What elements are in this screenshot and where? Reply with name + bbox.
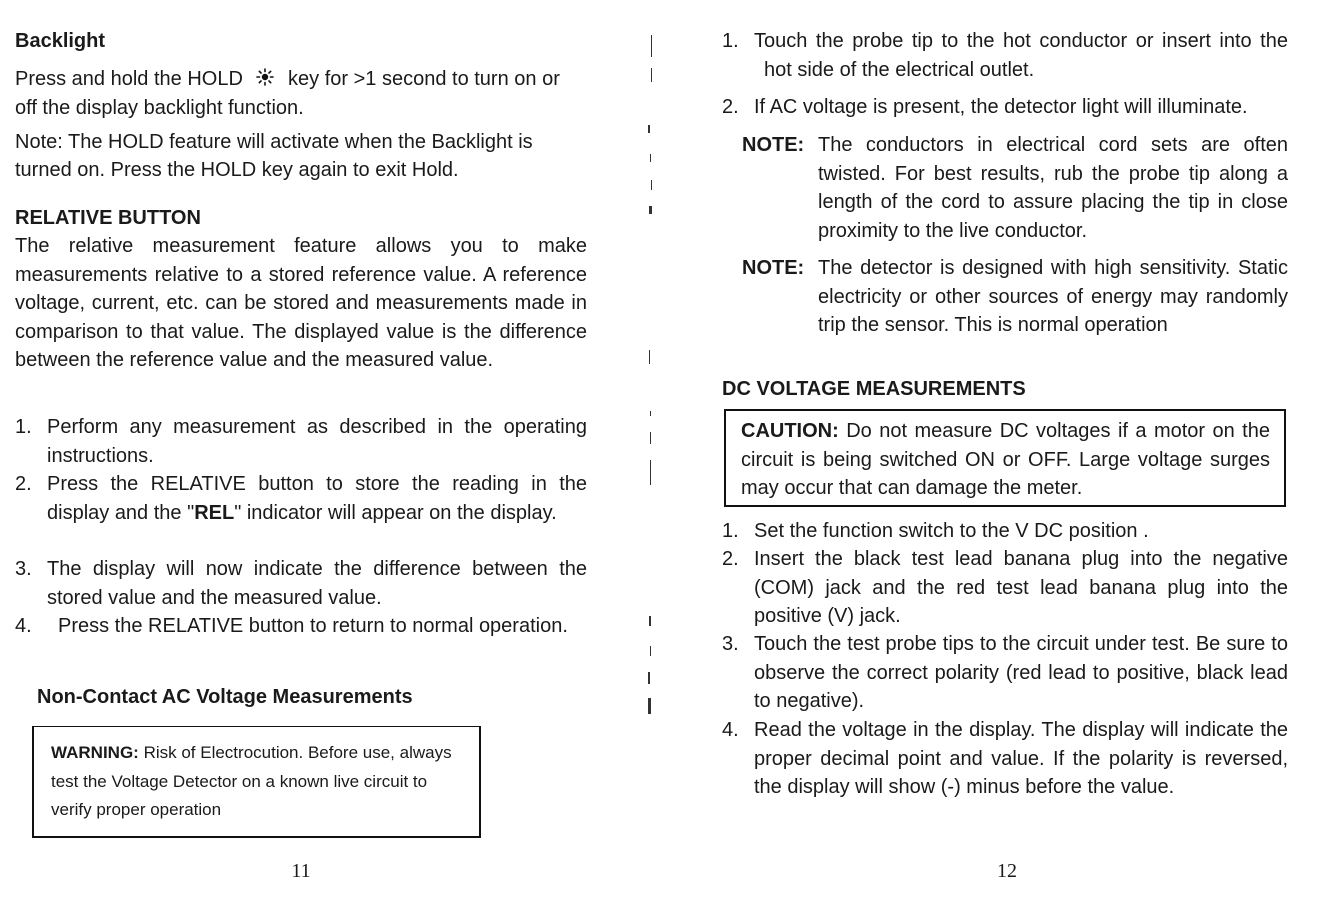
note-block: NOTE: The detector is designed with high sensitivity. Static electricity or other sources of energy may randomly trip the sensor. This is normal operation — [742, 254, 1288, 340]
warning-box — [32, 726, 481, 838]
note-block: NOTE: The conductors in electrical cord sets are often twisted. For best results, rub the probe tip along a length of the cord to assure placing the tip in close proximity to the live conductor. — [742, 131, 1288, 245]
gutter-scan-marks — [640, 30, 662, 730]
relative-heading: RELATIVE BUTTON — [15, 207, 201, 229]
left-page — [15, 0, 587, 902]
note-label: NOTE: — [742, 134, 805, 156]
page-number: 12 — [997, 860, 1017, 882]
list-item: 1. Perform any measurement as described in the operating instructions. — [15, 416, 587, 467]
list-item: 4. Read the voltage in the display. The display will indicate the proper decimal point and value. If the polarity is reversed, the display will show (-) minus before the value. — [722, 719, 1288, 799]
caution-box — [724, 409, 1286, 507]
relative-section — [15, 204, 587, 375]
backlight-section — [15, 27, 587, 184]
list-item: 2. Press the RELATIVE button to store the reading in the display and the "REL" indicator will appear on the display. — [15, 473, 587, 524]
right-page — [722, 0, 1288, 902]
list-item: 2. Insert the black test lead banana plug into the negative (COM) jack and the red test lead banana plug into the positive (V) jack. — [722, 548, 1288, 628]
backlight-paragraph — [15, 65, 587, 122]
warning-text: Risk of Electrocution. Before use, always test the Voltage Detector on a known live circuit to verify proper operation — [51, 743, 452, 819]
noncontact-heading: Non-Contact AC Voltage Measurements — [37, 686, 413, 708]
rel-indicator: REL — [194, 501, 235, 524]
list-item: 3. The display will now indicate the difference between the stored value and the measured value. — [15, 558, 587, 609]
caution-text: Do not measure DC voltages if a motor on the circuit is being switched ON or OFF. Large voltage surges may occur that can damage the meter. — [741, 420, 1270, 499]
list-item: 1. Touch the probe tip to the hot conductor or insert into the hot side of the electrical outlet. — [722, 30, 1288, 81]
warning-label: WARNING: — [51, 743, 139, 762]
list-item: 2. If AC voltage is present, the detector light will illuminate. — [722, 96, 1248, 118]
backlight-text-before: Press and hold the HOLD — [15, 68, 243, 90]
list-item: 3. Touch the test probe tips to the circuit under test. Be sure to observe the correct polarity (red lead to positive, black lead to negative). — [722, 633, 1288, 713]
dc-heading: DC VOLTAGE MEASUREMENTS — [722, 378, 1026, 400]
backlight-note: Note: The HOLD feature will activate when the Backlight is turned on. Press the HOLD key again to exit Hold. — [15, 130, 533, 181]
note-label: NOTE: — [742, 257, 805, 279]
list-item: 1. Set the function switch to the V DC position . — [722, 520, 1149, 542]
caution-label: CAUTION: — [741, 420, 839, 442]
backlight-text-after: key for >1 second to turn on or off the display backlight function. — [15, 68, 560, 119]
backlight-heading: Backlight — [15, 30, 106, 52]
sun-icon — [248, 66, 282, 94]
list-item: 4. Press the RELATIVE button to return to normal operation. — [15, 615, 568, 637]
page-number: 11 — [291, 860, 311, 882]
relative-intro: The relative measurement feature allows you to make measurements relative to a stored reference value. A reference voltage, current, etc. can be stored and measurements made in comparison to that value. The displayed value is the difference between the reference value and the measured value. — [15, 235, 587, 371]
